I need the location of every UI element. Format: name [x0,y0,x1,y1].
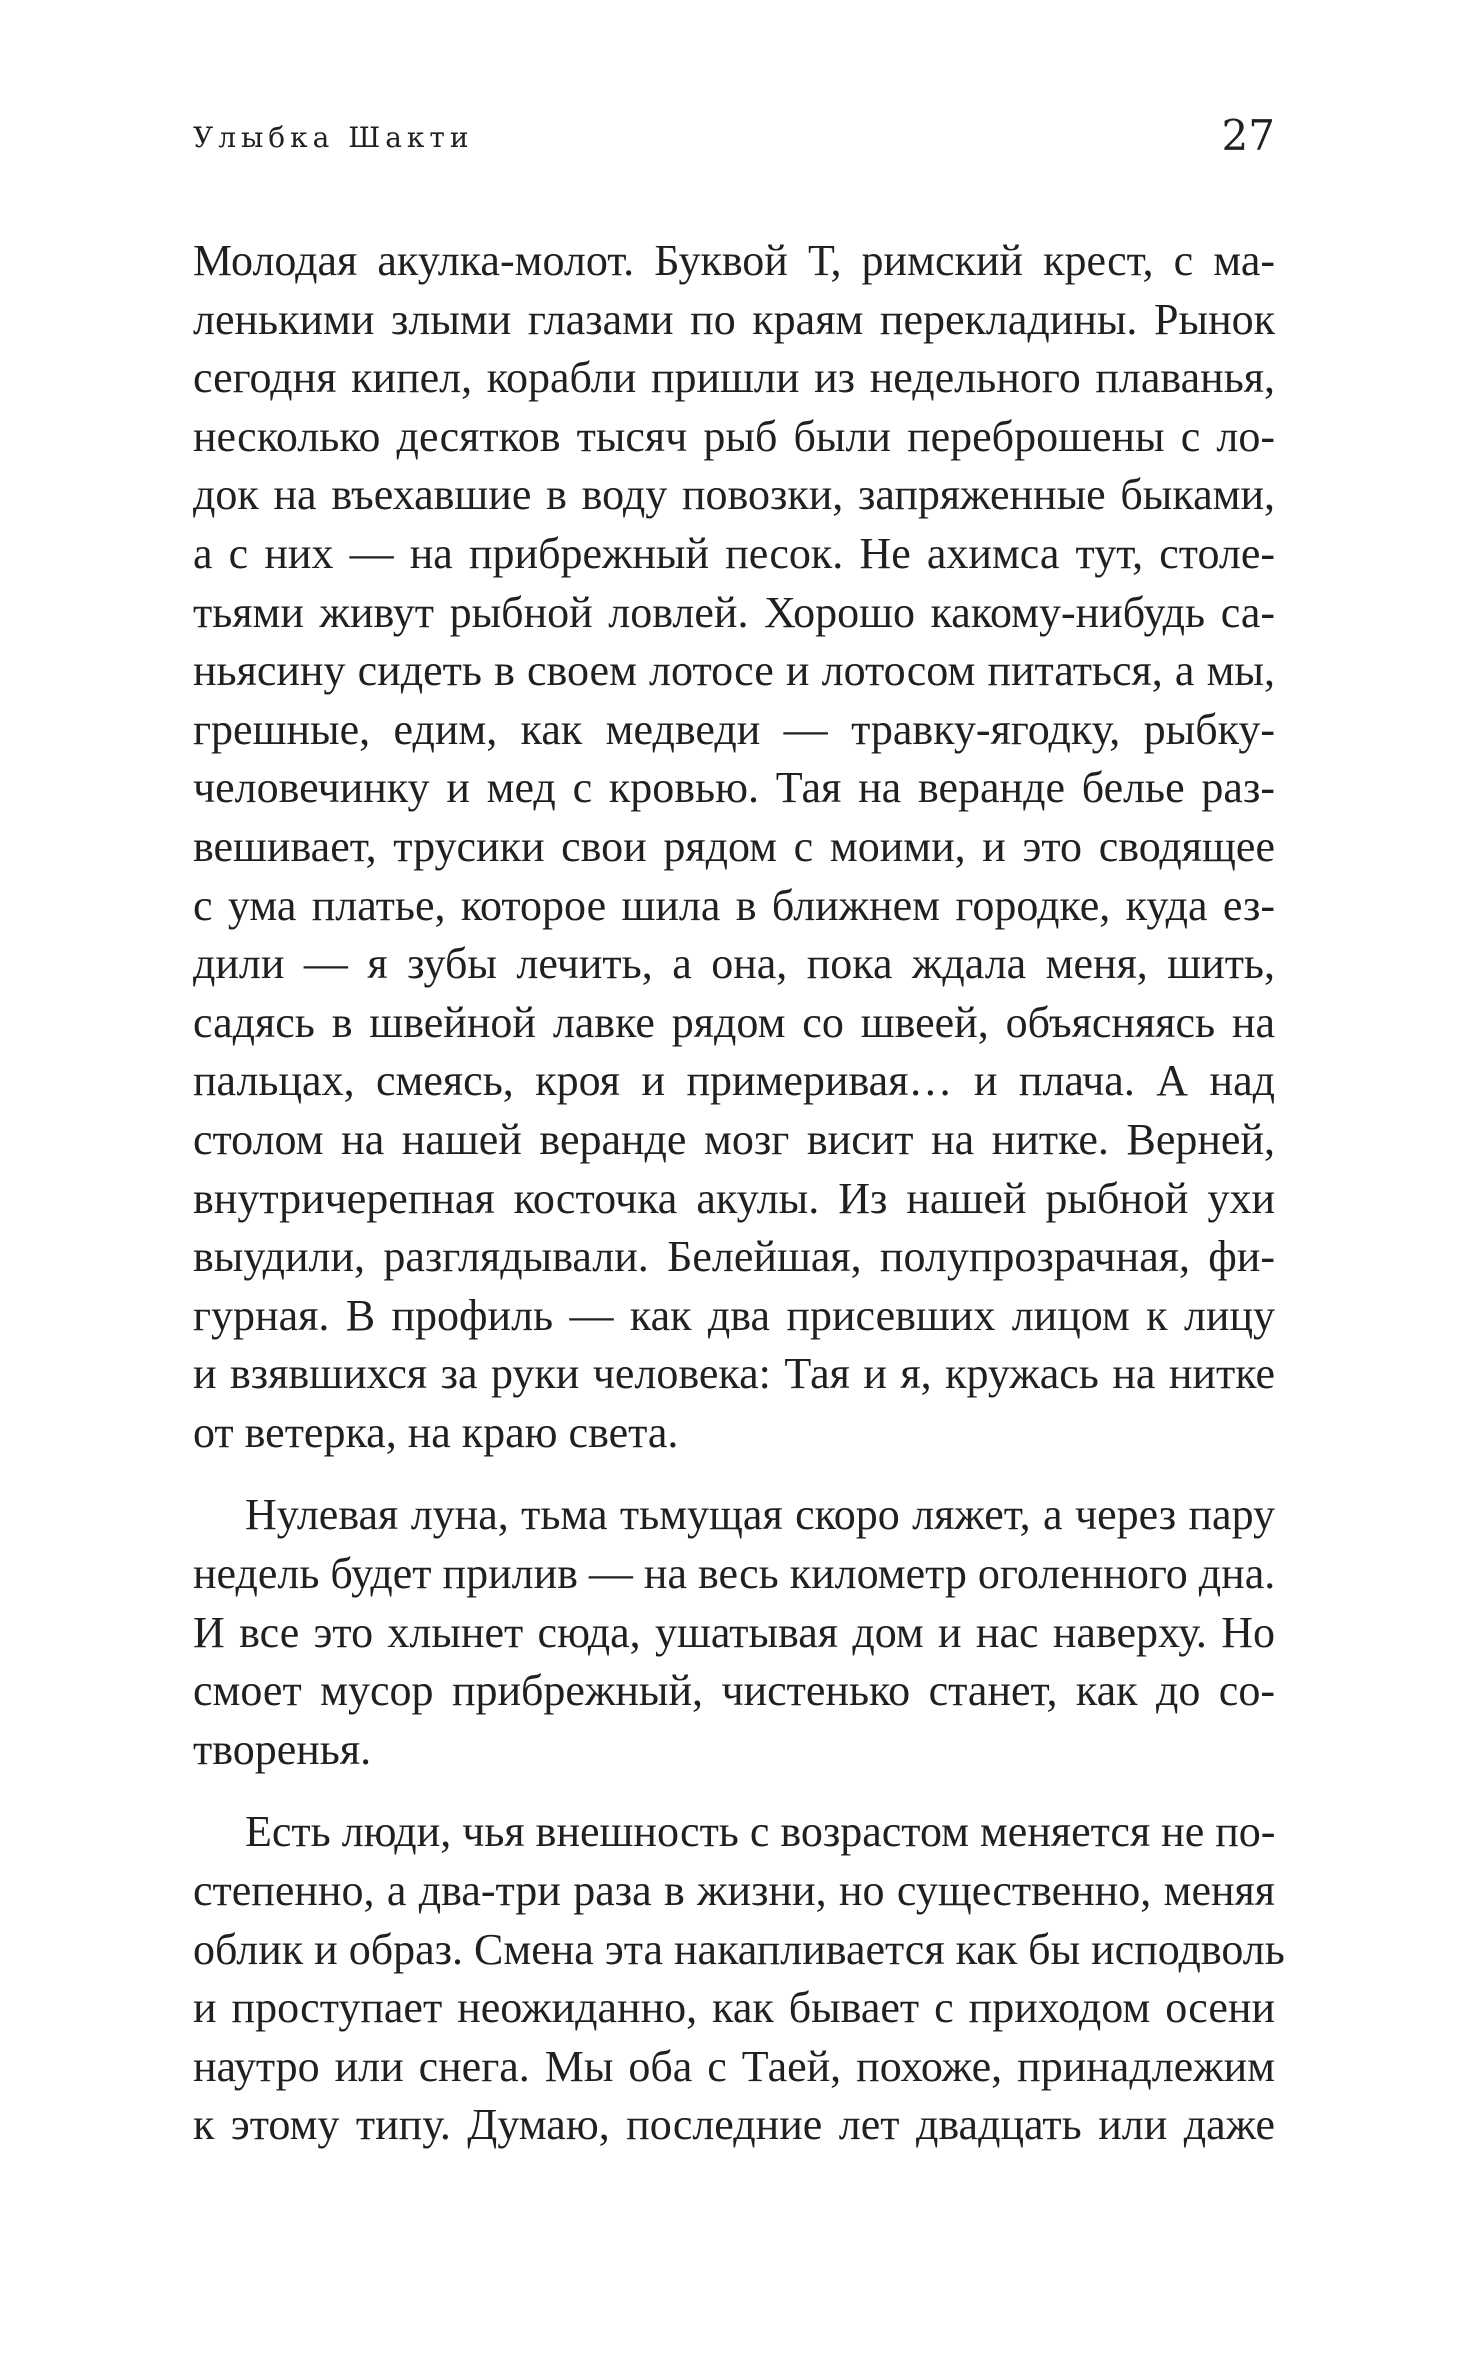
text-line: с ума платье, которое шила в ближнем городке, куда ез- [193,880,1275,930]
text-line: дили — я зубы лечить, а она, пока ждала меня, шить, [193,939,1275,989]
text-line: гурная. В профиль — как два присевших лицом к лицу [193,1290,1275,1340]
page-number: 27 [1221,111,1275,160]
text-line: вешивает, трусики свои рядом с моими, и это сводящее [193,821,1275,871]
text-line: выудили, разглядывали. Белейшая, полупрозрачная, фи- [193,1232,1275,1282]
paragraph-2 [193,1486,1275,1779]
text-line: творенья. [193,1724,372,1774]
body-text [193,232,1285,2155]
text-line: и взявшихся за руки человека: Тая и я, кружась на нитке [193,1349,1275,1399]
text-line: ньясину сидеть в своем лотосе и лотосом питаться, а мы, [193,646,1275,696]
text-line: столом на нашей веранде мозг висит на нитке. Верней, [193,1114,1275,1164]
text-line: пальцах, смеясь, кроя и примеривая… и плача. А над [193,1056,1275,1106]
text-line: ленькими злыми глазами по краям перекладины. Рынок [193,294,1275,344]
text-line: облик и образ. Смена эта накапливается как бы исподволь [193,1924,1285,1974]
text-line: несколько десятков тысяч рыб были переброшены с ло- [193,411,1275,461]
running-title: Улыбка Шакти [193,121,474,154]
text-line: Нулевая луна, тьма тьмущая скоро ляжет, а через пару [245,1490,1275,1540]
text-line: И все это хлынет сюда, ушатывая дом и нас наверху. Но [193,1607,1275,1657]
text-line: сегодня кипел, корабли пришли из недельного плаванья, [193,353,1275,403]
paragraph-1 [193,232,1275,1462]
text-line: смоет мусор прибрежный, чистенько станет, как до со- [193,1666,1275,1716]
text-line: наутро или снега. Мы оба с Таей, похоже, принадлежим [193,2041,1275,2091]
text-line: к этому типу. Думаю, последние лет двадцать или даже [193,2100,1275,2150]
text-line: внутричерепная косточка акулы. Из нашей рыбной ухи [193,1173,1275,1223]
text-line: Молодая акулка-молот. Буквой Т, римский крест, с ма- [193,236,1275,285]
text-line: тьями живут рыбной ловлей. Хорошо какому-нибудь са- [193,587,1275,637]
text-line: док на въехавшие в воду повозки, запряженные быками, [193,470,1275,520]
text-line: а с них — на прибрежный песок. Не ахимса тут, столе- [193,528,1275,578]
text-line: и проступает неожиданно, как бывает с приходом осени [193,1983,1275,2033]
text-line: Есть люди, чья внешность с возрастом меняется не по- [245,1807,1276,1857]
text-line: человечинку и мед с кровью. Тая на веранде белье раз- [193,763,1275,813]
running-header [193,110,1275,170]
text-line: садясь в швейной лавке рядом со швеей, объясняясь на [193,997,1275,1047]
text-line: от ветерка, на краю света. [193,1407,679,1457]
text-line: грешные, едим, как медведи — травку-ягодку, рыбку- [193,704,1275,754]
paragraph-3 [193,1803,1285,2155]
text-line: степенно, а два-три раза в жизни, но существенно, меняя [193,1866,1275,1916]
text-line: недель будет прилив — на весь километр оголенного дна. [193,1549,1276,1599]
